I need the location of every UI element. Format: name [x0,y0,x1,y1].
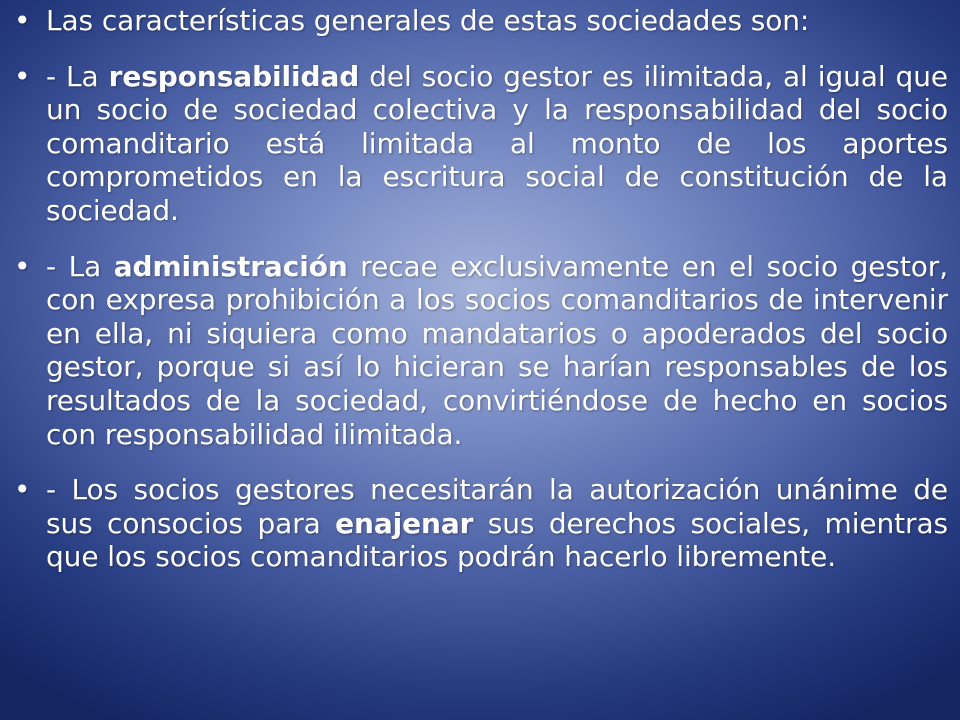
bullet-dot-icon: • [14,59,31,93]
bullet-dot-icon: • [14,249,31,283]
bullet-intro [10,4,948,38]
bullet-text-after: sus derechos sociales, mientras que los socios comanditarios podrán hacerlo libremente. [46,506,948,574]
bullet-text-after: del socio gestor es ilimitada, al igual que un socio de sociedad colectiva y la responsabilidad del socio comanditario está limitada al monto de los aportes comprometidos en la escritura social de constitución de la sociedad. [46,59,948,227]
bullet-administracion [10,250,948,452]
bullet-enajenar [10,473,948,574]
bullet-list [10,4,948,596]
bullet-text-before: - Los socios gestores necesitarán la autorización unánime de sus consocios para [46,473,948,540]
bullet-bold-term: administración [113,249,348,283]
bullet-text-before: - La [46,59,109,93]
bullet-dot-icon: • [14,473,31,507]
bullet-text: Las características generales de estas sociedades son: [46,4,810,37]
bullet-text-after: recae exclusivamente en el socio gestor, con expresa prohibición a los socios comanditarios de intervenir en ella, ni siquiera como mandatarios o apoderados del socio gestor, porque si así lo hicieran se harían responsables de los resultados de la sociedad, convirtiéndose de hecho en socios con responsabilidad ilimitada. [46,249,948,451]
bullet-bold-term: enajenar [335,506,474,540]
bullet-dot-icon: • [14,4,31,37]
bullet-text-before: - La [46,249,114,283]
bullet-bold-term: responsabilidad [108,59,360,93]
bullet-responsabilidad [10,60,948,228]
